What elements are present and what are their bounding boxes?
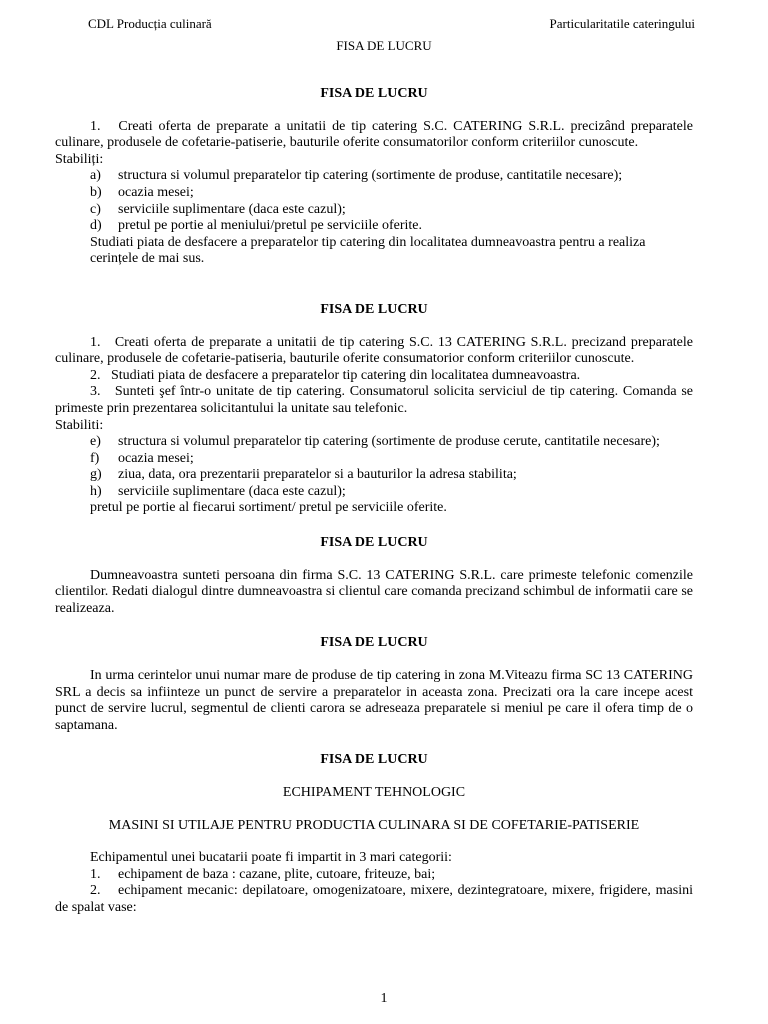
list-marker: 1. <box>90 866 101 882</box>
task-item: 1. Creati oferta de preparate a unitatii de tip catering S.C. 13 CATERING S.R.L. precizand preparatele culinare, produsele de cofetarie-patiseria, bauturile oferite consumatorior conform criteriilor cunoscute. <box>55 334 693 367</box>
list-marker: a) <box>90 168 101 184</box>
list-marker: 2. <box>90 883 101 899</box>
task-item: 1. Creati oferta de preparate a unitatii de tip catering S.C. CATERING S.R.L. precizând preparatele culinare, produsele de cofetarie-patiserie, bauturile oferite consumatorilor conform criteriilor cunoscute. <box>55 118 693 151</box>
section-subtitle: MASINI SI UTILAJE PENTRU PRODUCTIA CULINARA SI DE COFETARIE-PATISERIE <box>108 817 640 833</box>
header-right: Particularitatile cateringului <box>549 16 695 31</box>
list-marker: b) <box>90 184 102 200</box>
list-marker: d) <box>90 218 102 234</box>
list-text: pretul pe portie al meniului/pretul pe serviciile oferite. <box>118 218 423 234</box>
list-text: echipament de baza : cazane, plite, cutoare, friteuze, bai; <box>118 866 436 882</box>
section-title: FISA DE LUCRU <box>320 635 428 651</box>
list-item <box>55 867 693 884</box>
task-item: 3. Sunteti şef într-o unitate de tip catering. Consumatorul solicita serviciul de tip catering. Comanda se primeste prin prezentarea solicitantului la unitate sau telefonic. <box>55 384 693 416</box>
list-text: echipament mecanic: depilatoare, omogenizatoare, mixere, dezintegratoare, mixere, frigidere, masini de spalat vase: <box>55 883 693 915</box>
list-item <box>55 451 693 468</box>
list-item <box>55 484 693 501</box>
list-item <box>55 185 693 202</box>
section-title: FISA DE LUCRU <box>320 535 428 551</box>
list-marker: e) <box>90 434 101 450</box>
list-item <box>55 883 693 916</box>
list-item <box>55 434 693 451</box>
list-text: structura si volumul preparatelor tip catering (sortimente de produse, cantitatile necesare); <box>118 168 623 184</box>
list-marker: g) <box>90 467 102 483</box>
list-text: ocazia mesei; <box>118 184 194 200</box>
list-item <box>55 168 693 185</box>
task-body: Dumneavoastra sunteti persoana din firma S.C. 13 CATERING S.R.L. care primeste telefonic comenzile clientilor. Redati dialogul dintre dumneavoastra si clientul care comanda precizand schimbul de informatii care se realizeaza. <box>55 567 693 616</box>
intro-text: Echipamentul unei bucatarii poate fi impartit in 3 mari categorii: <box>90 850 452 866</box>
stabiliti-label: Stabiliți: <box>55 151 104 167</box>
section-title: FISA DE LUCRU <box>320 86 428 101</box>
closing-text: Studiati piata de desfacere a preparatelor tip catering din localitatea dumneavoastra pentru a realiza cerințele de mai sus. <box>90 234 646 267</box>
stabiliti-label: Stabiliti: <box>55 417 104 433</box>
list-text: serviciile suplimentare (daca este cazul); <box>118 201 346 217</box>
task-body: In urma cerintelor unui numar mare de produse de tip catering in zona M.Viteazu firma SC 13 CATERING SRL a decis sa infiinteze un punct de servire a preparatelor in aceasta zona. Precizati ora la care incepe acest punct de servire lucrul, segmentul de clienti carora se adreseaza preparatele si meniul pe care il ofera timp de o saptamana. <box>55 668 693 733</box>
list-text: ziua, data, ora prezentarii preparatelor si a bauturilor la adresa stabilita; <box>118 467 517 483</box>
list-marker: c) <box>90 201 101 217</box>
section-title: FISA DE LUCRU <box>320 752 428 768</box>
list-text: serviciile suplimentare (daca este cazul); <box>118 483 346 499</box>
list-item <box>55 467 693 484</box>
document-body <box>55 86 693 917</box>
list-text: structura si volumul preparatelor tip catering (sortimente de produse cerute, cantitatile necesare); <box>118 434 660 450</box>
closing-text: pretul pe portie al fiecarui sortiment/ pretul pe serviciile oferite. <box>90 500 447 516</box>
list-marker: f) <box>90 450 100 466</box>
page-number: 1 <box>380 991 388 1006</box>
list-item <box>55 218 693 235</box>
task-item: 2. Studiati piata de desfacere a preparatelor tip catering din localitatea dumneavoastra. <box>90 367 581 383</box>
list-item <box>55 202 693 219</box>
list-marker: h) <box>90 483 102 499</box>
section-title: FISA DE LUCRU <box>320 301 428 317</box>
section-subtitle: ECHIPAMENT TEHNOLOGIC <box>282 785 466 800</box>
header-center: FISA DE LUCRU <box>336 38 432 53</box>
header-left: CDL Producția culinară <box>88 16 212 31</box>
list-text: ocazia mesei; <box>118 450 194 466</box>
